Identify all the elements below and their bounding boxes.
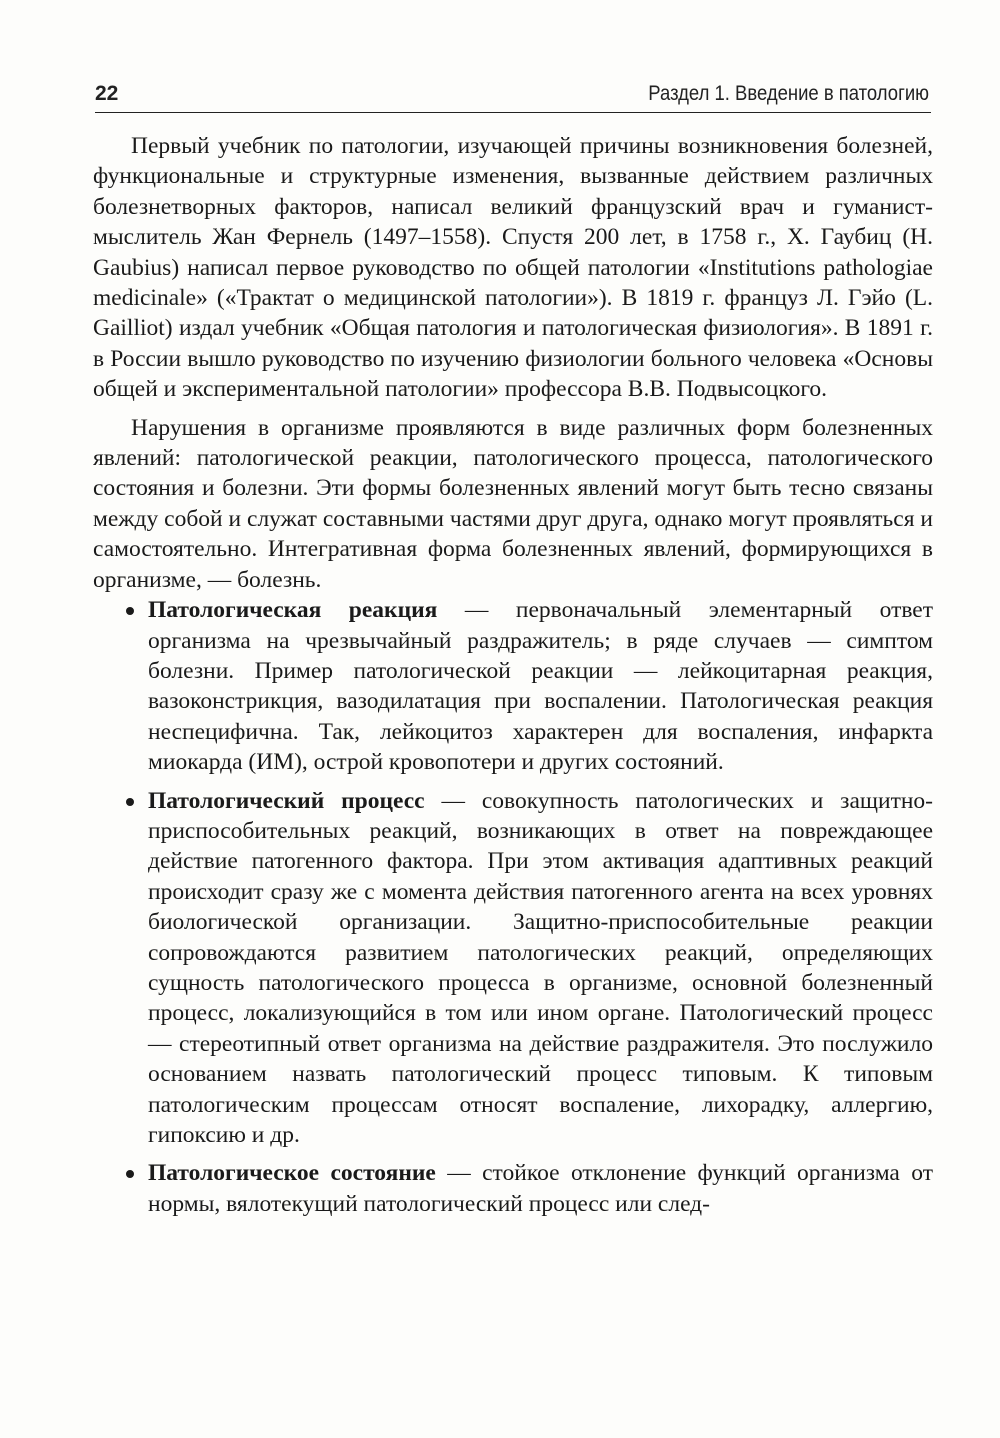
bullet-item-pathological-process [93,786,933,1151]
bullet-list [93,595,933,1219]
bullet-icon [126,607,134,615]
bullet-icon [126,1170,134,1178]
definition-pathological-state: — стойкое отклонение функций организма от нормы, вялотекущий патологический процесс или след- [148,1160,933,1217]
page-body [93,131,933,1219]
page-number: 22 [95,82,119,105]
paragraph-history: Первый учебник по патологии, изучающей причины возникновения болезней, функциональные и структурные изменения, вызванные действием различных болезнетворных факторов, написал великий французский врач и гуманист-мыслитель Жан Фернель (1497–1558). Спустя 200 лет, в 1758 г., Х. Гаубиц (H. Gaubius) написал первое руководство по общей патологии «Institutions pathologiae medicinale» («Трактат о медицинской патологии»). В 1819 г. француз Л. Гэйо (L. Gailliot) издал учебник «Общая патология и патологическая физиология». В 1891 г. в России вышло руководство по изучению физиологии больного человека «Основы общей и экспериментальной патологии» профессора В.В. Подвысоцкого. [93,133,933,403]
page-header [95,80,931,113]
bullet-icon [126,798,134,806]
definition-pathological-process: — совокупность патологических и защитно-приспособительных реакций, возникающих в ответ на повреждающее действие патогенного фактора. При этом активация адаптивных реакций происходит сразу же с момента действия патогенного агента на всех уровнях биологической организации. Защитно-приспособительные реакции сопровождаются развитием патологических реакций, определяющих сущность патологического процесса в организме, основной болезненный процесс, локализующийся в том или ином органе. Патологический процесс — стереотипный ответ организма на действие раздражителя. Это послужило основанием назвать патологический процесс типовым. К типовым патологическим процессам относят воспаление, лихорадку, аллергию, гипоксию и др. [148,787,933,1148]
term-pathological-process: Патологический процесс [148,787,425,814]
paragraph-forms: Нарушения в организме проявляются в виде различных форм болезненных явлений: патологической реакции, патологического процесса, патологического состояния и болезни. Эти формы болезненных явлений могут быть тесно связаны между собой и служат составными частями друг друга, однако могут проявляться и самостоятельно. Интегративная форма болезненных явлений, формирующихся в организме, — болезнь. [93,414,933,593]
term-pathological-state: Патологическое состояние [148,1160,436,1187]
bullet-item-pathological-reaction [93,595,933,777]
bullet-item-pathological-state [93,1158,933,1219]
running-title: Раздел 1. Введение в патологию [648,82,929,105]
term-pathological-reaction: Патологическая реакция [148,597,438,624]
definition-pathological-reaction: — первоначальный элементарный ответ организма на чрезвычайный раздражитель; в ряде случаев — симптом болезни. Пример патологической реакции — лейкоцитарная реакция, вазоконстрикция, вазодилатация при воспалении. Патологическая реакция неспецифична. Так, лейкоцитоз характерен для воспаления, инфаркта миокарда (ИМ), острой кровопотери и других состояний. [148,597,934,776]
